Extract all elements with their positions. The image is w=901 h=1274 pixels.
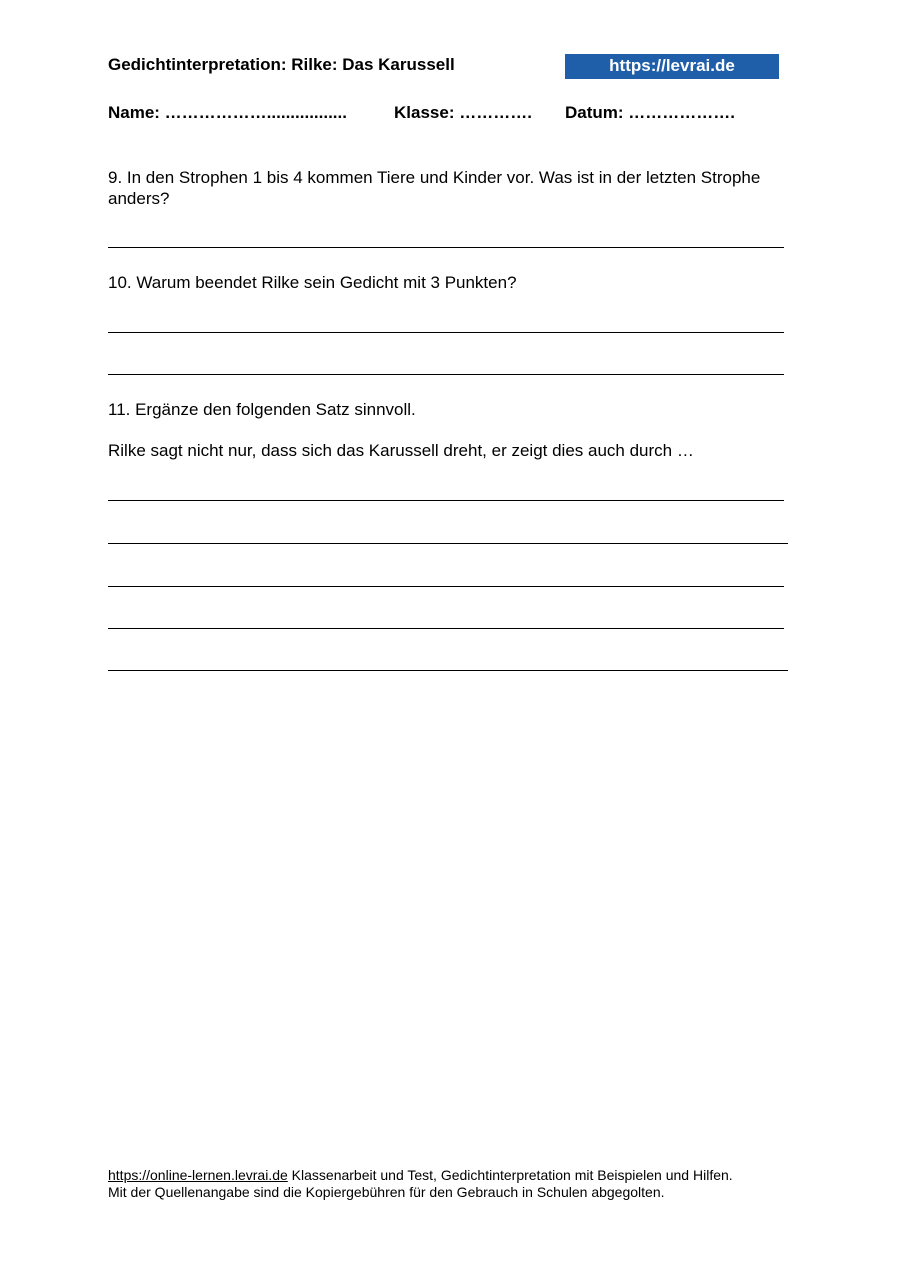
date-field: Datum: ………………. (565, 103, 735, 122)
footer (108, 1167, 808, 1201)
question-10: 10. Warum beendet Rilke sein Gedicht mit 3 Punkten? (108, 273, 517, 292)
answer-line (108, 332, 784, 333)
footer-line-2: Mit der Quellenangabe sind die Kopiergebühren für den Gebrauch in Schulen abgegolten. (108, 1184, 665, 1200)
question-11: 11. Ergänze den folgenden Satz sinnvoll. (108, 400, 416, 419)
answer-line (108, 247, 784, 248)
answer-line (108, 670, 788, 671)
answer-line (108, 543, 788, 544)
answer-line (108, 500, 784, 501)
footer-line-1 (108, 1167, 808, 1184)
question-9: 9. In den Strophen 1 bis 4 kommen Tiere und Kinder vor. Was ist in der letzten Strophe anders? (108, 168, 761, 208)
brand-link-badge[interactable]: https://levrai.de (565, 54, 779, 79)
worksheet-title: Gedichtinterpretation: Rilke: Das Karussell (108, 55, 455, 74)
sentence-prompt: Rilke sagt nicht nur, dass sich das Karussell dreht, er zeigt dies auch durch … (108, 441, 694, 460)
footer-line-1-text: Klassenarbeit und Test, Gedichtinterpretation mit Beispielen und Hilfen. (287, 1167, 733, 1183)
answer-line (108, 374, 784, 375)
answer-line (108, 586, 784, 587)
answer-line (108, 628, 784, 629)
footer-link[interactable]: https://online-lernen.levrai.de (108, 1167, 288, 1183)
name-field: Name: ………………................. (108, 103, 347, 122)
class-field: Klasse: …………. (394, 103, 532, 122)
